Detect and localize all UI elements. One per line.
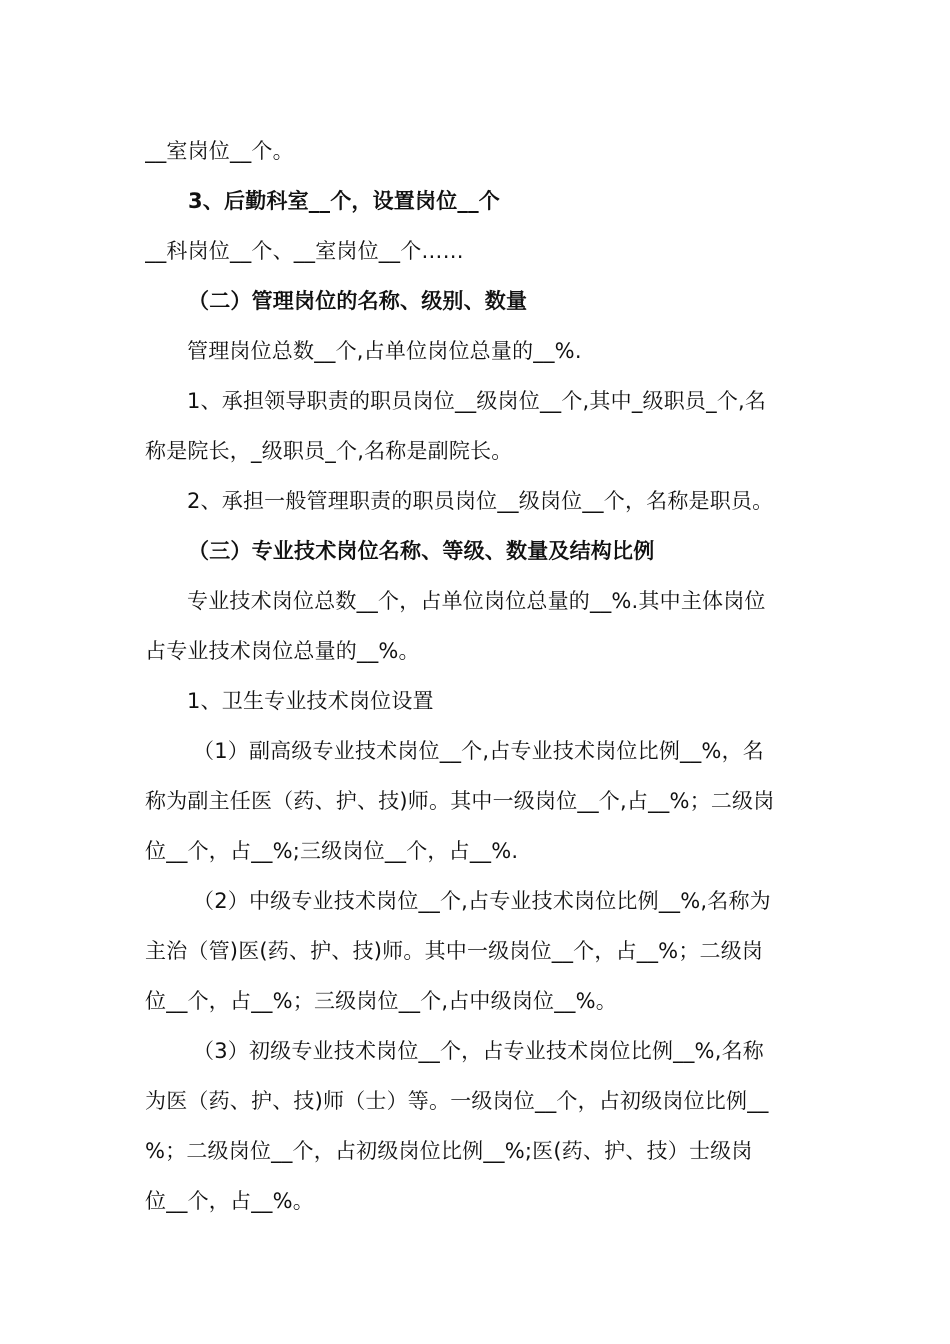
text-line: 位__个，占__%;三级岗位__个，占__%.: [145, 839, 519, 863]
text-line: %；二级岗位__个，占初级岗位比例__%;医(药、护、技）士级岗: [145, 1139, 753, 1163]
paragraph-line: 管理岗位总数__个,占单位岗位总量的__%.: [187, 339, 582, 363]
paragraph-line: 专业技术岗位总数__个，占单位岗位总量的__%.其中主体岗位: [187, 589, 766, 613]
section-heading: 3、后勤科室__个，设置岗位__个: [188, 189, 501, 213]
section-heading: （二）管理岗位的名称、级别、数量: [188, 289, 528, 313]
paragraph-line: （1）副高级专业技术岗位__个,占专业技术岗位比例__%，名: [193, 739, 764, 763]
text-line: __室岗位__个。: [145, 139, 294, 163]
paragraph-line: 1、承担领导职责的职员岗位__级岗位__个,其中_级职员_个,名: [187, 389, 767, 413]
text-line: 主治（管)医(药、护、技)师。其中一级岗位__个，占__%；二级岗: [145, 939, 764, 963]
text-line: 位__个，占__%。: [145, 1189, 314, 1213]
paragraph-line: （3）初级专业技术岗位__个，占专业技术岗位比例__%,名称: [193, 1039, 764, 1063]
text-line: 称是院长，_级职员_个,名称是副院长。: [145, 439, 513, 463]
text-line: __科岗位__个、__室岗位__个……: [145, 239, 464, 263]
text-line: 为医（药、护、技)师（士）等。一级岗位__个，占初级岗位比例__: [145, 1089, 769, 1113]
subsection-heading: 1、卫生专业技术岗位设置: [187, 689, 434, 713]
paragraph-line: 2、承担一般管理职责的职员岗位__级岗位__个，名称是职员。: [187, 489, 774, 513]
text-line: 位__个，占__%；三级岗位__个,占中级岗位__%。: [145, 989, 617, 1013]
section-heading: （三）专业技术岗位名称、等级、数量及结构比例: [188, 539, 655, 563]
text-line: 称为副主任医（药、护、技)师。其中一级岗位__个,占__%；二级岗: [145, 789, 775, 813]
paragraph-line: （2）中级专业技术岗位__个,占专业技术岗位比例__%,名称为: [193, 889, 771, 913]
text-line: 占专业技术岗位总量的__%。: [145, 639, 420, 663]
